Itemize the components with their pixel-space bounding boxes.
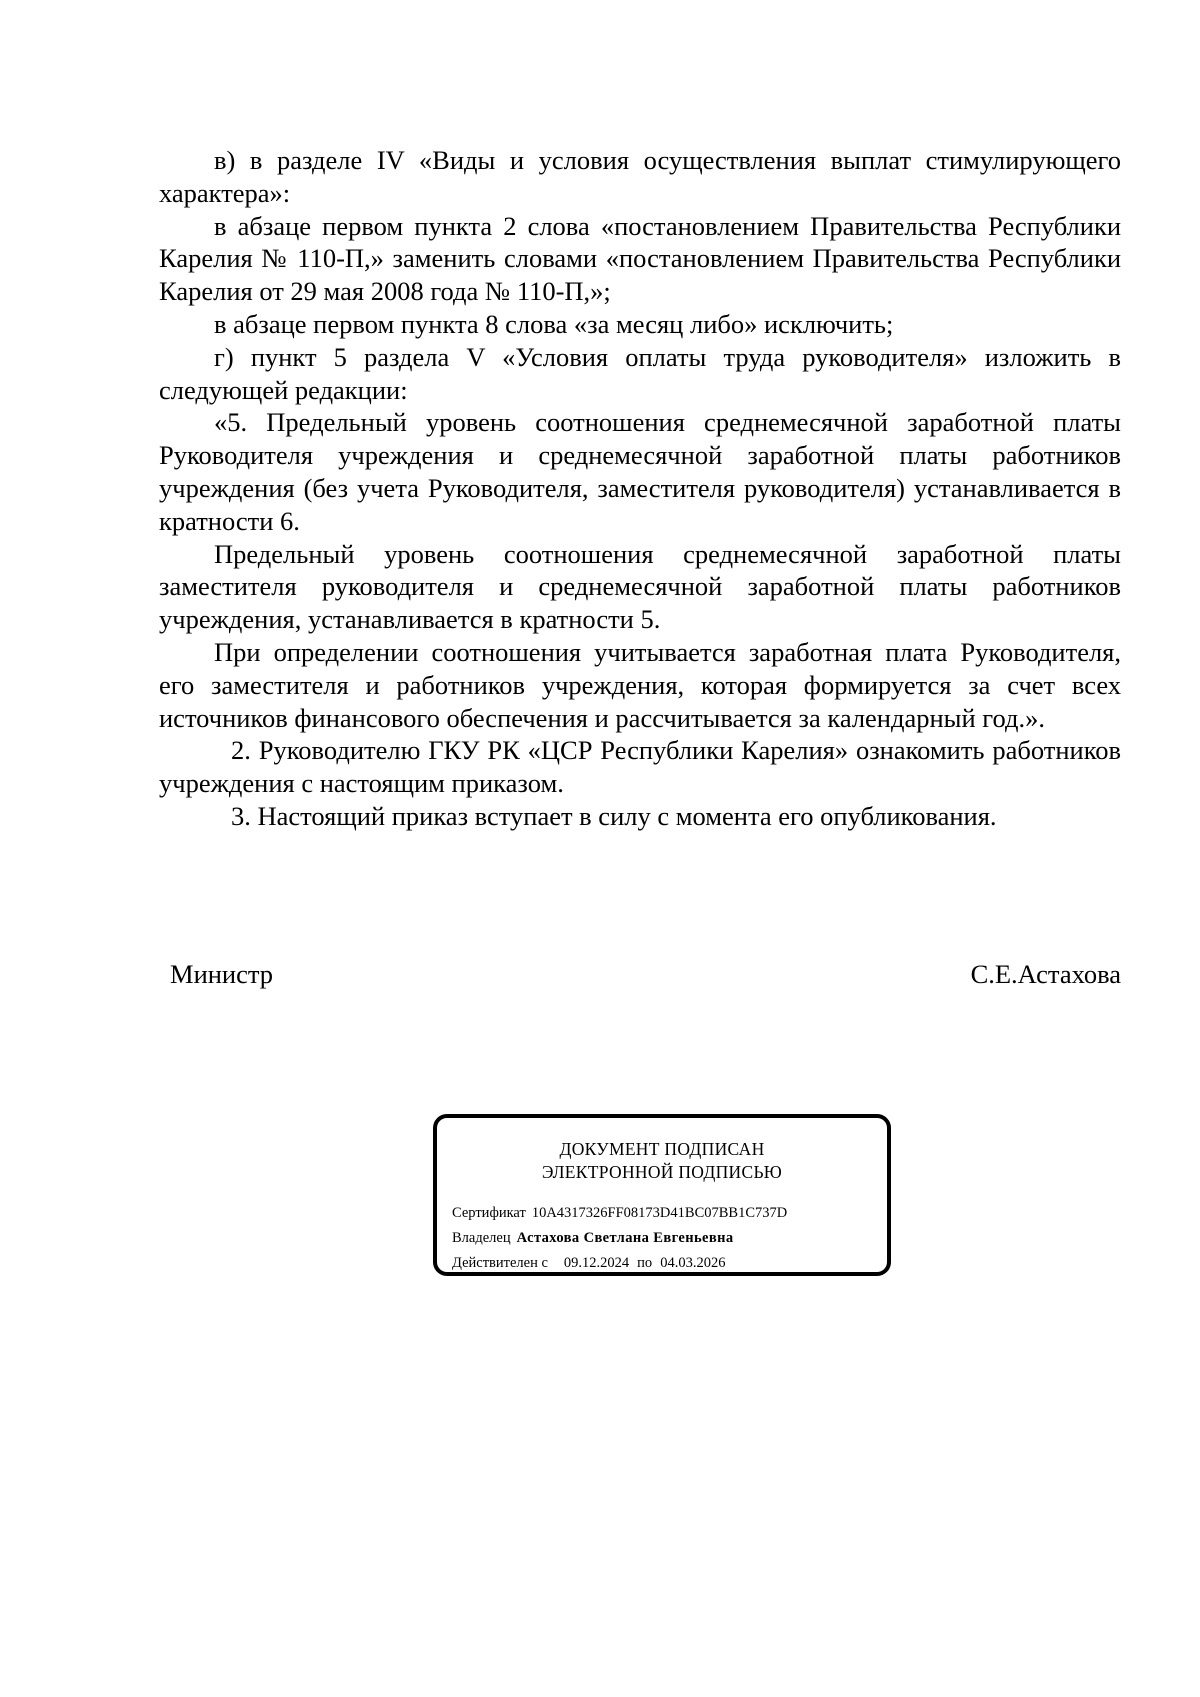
- paragraph-section-v: г) пункт 5 раздела V «Условия оплаты труда руководителя» изложить в следующей редакции:: [159, 341, 1121, 405]
- paragraph-point-2-amendment: в абзаце первом пункта 2 слова «постановлением Правительства Республики Карелия № 110-П,» заменить словами «постановлением Правительства Республики Карелия от 29 мая 2008 года № 110-П,»;: [159, 210, 1121, 307]
- certificate-value: 10A4317326FF08173D41BC07BB1C737D: [531, 1205, 788, 1221]
- stamp-validity-row: [452, 1254, 725, 1272]
- paragraph-limit-head: «5. Предельный уровень соотношения среднемесячной заработной платы Руководителя учреждения и среднемесячной заработной платы работников учреждения (без учета Руководителя, заместителя руководителя) устанавливается в кратности 6.: [159, 407, 1121, 536]
- valid-from: 09.12.2024: [563, 1255, 630, 1271]
- certificate-label: Сертификат: [452, 1205, 526, 1221]
- stamp-title-line-2: ЭЛЕКТРОННОЙ ПОДПИСЬЮ: [541, 1162, 783, 1182]
- owner-value: Астахова Светлана Евгеньевна: [516, 1230, 734, 1246]
- stamp-certificate-row: [452, 1204, 787, 1222]
- valid-to-label: по: [637, 1255, 653, 1271]
- signatory-name: С.Е.Астахова: [970, 959, 1121, 989]
- electronic-signature-stamp: [433, 1114, 891, 1276]
- signatory-role: Министр: [170, 959, 274, 989]
- valid-to: 04.03.2026: [660, 1255, 726, 1271]
- paragraph-item-2: 2. Руководителю ГКУ РК «ЦСР Республики Карелия» ознакомить работников учреждения с настоящим приказом.: [159, 735, 1121, 799]
- document-body: [159, 144, 1121, 833]
- paragraph-ratio-calculation: При определении соотношения учитывается заработная плата Руководителя, его заместителя и работников учреждения, которая формируется за счет всех источников финансового обеспечения и рассчитывается за календарный год.».: [159, 636, 1121, 733]
- stamp-title: [437, 1138, 887, 1184]
- paragraph-point-8-amendment: в абзаце первом пункта 8 слова «за месяц либо» исключить;: [214, 308, 894, 339]
- valid-label: Действителен с: [452, 1255, 548, 1271]
- stamp-owner-row: [452, 1229, 734, 1247]
- paragraph-item-3: 3. Настоящий приказ вступает в силу с момента его опубликования.: [231, 800, 997, 831]
- paragraph-limit-deputy: Предельный уровень соотношения среднемесячной заработной платы заместителя руководителя и среднемесячной заработной платы работников учреждения, устанавливается в кратности 5.: [159, 538, 1121, 635]
- stamp-title-line-1: ДОКУМЕНТ ПОДПИСАН: [559, 1139, 765, 1159]
- owner-label: Владелец: [452, 1230, 511, 1246]
- paragraph-section-iv: в) в разделе IV «Виды и условия осуществления выплат стимулирующего характера»:: [159, 145, 1121, 208]
